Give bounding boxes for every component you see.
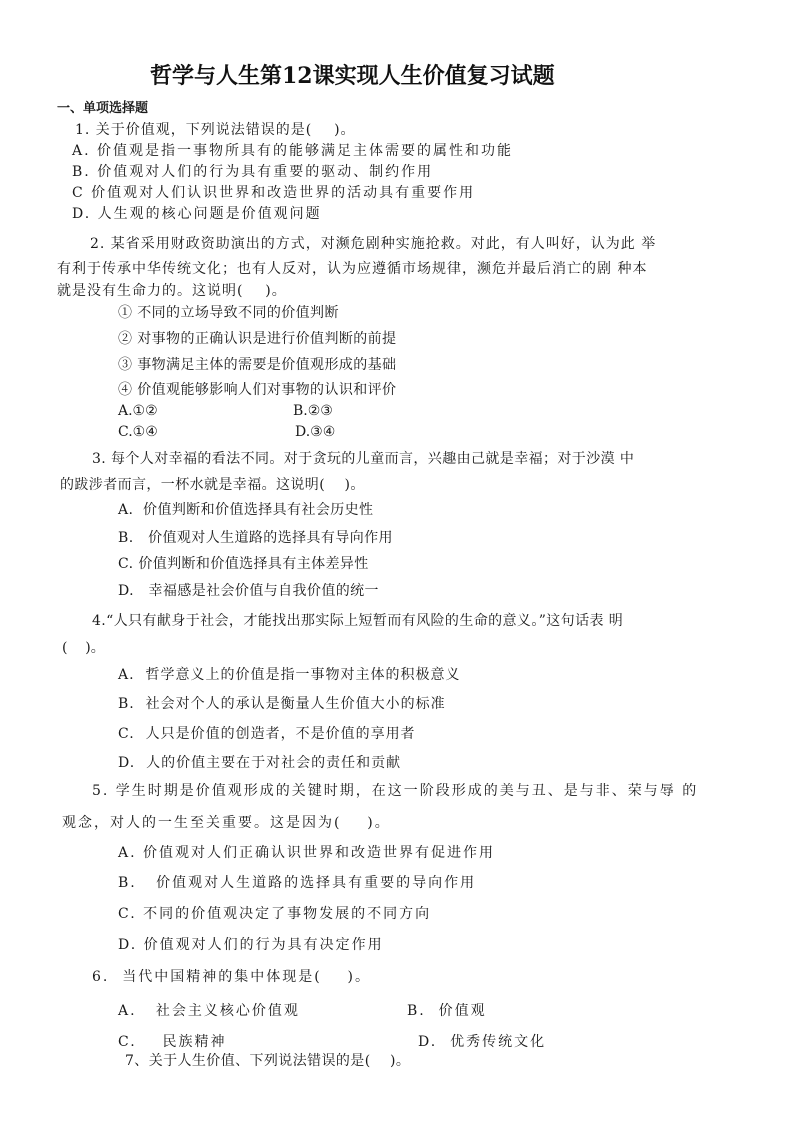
- question-5-option-b: B. 价值观对人生道路的选择具有重要的导向作用: [118, 875, 477, 891]
- question-6-option-c: C. 民族精神: [118, 1034, 227, 1050]
- question-3-stem-line-2: 的跋涉者而言，一杯水就是幸福。这说明( )。: [60, 477, 365, 493]
- section-heading: 一、单项选择题: [57, 101, 149, 116]
- question-5-stem-line-2: 观念，对人的一生至关重要。这是因为( )。: [62, 815, 391, 831]
- question-2-stem-line-3: 就是没有生命力的。这说明( )。: [57, 283, 287, 299]
- question-4-option-c: C. 人只是价值的创造者，不是价值的享用者: [118, 726, 416, 742]
- page-title: 哲学与人生第12课实现人生价值复习试题: [150, 63, 555, 89]
- question-5-option-c: C. 不同的价值观决定了事物发展的不同方向: [118, 906, 432, 922]
- question-1-option-c: C 价值观对人们认识世界和改造世界的活动具有重要作用: [72, 185, 476, 201]
- question-2-option-a: A.①②: [118, 403, 158, 419]
- question-4-stem-line-2: ( )。: [62, 640, 105, 656]
- question-4-option-a: A. 哲学意义上的价值是指一事物对主体的积极意义: [118, 667, 461, 683]
- question-1-option-b: B. 价值观对人们的行为具有重要的驱动、制约作用: [72, 164, 434, 180]
- question-2-stem-line-2: 有利于传承中华传统文化；也有人反对，认为应遵循市场规律，濒危并最后消亡的剧 种本: [57, 261, 648, 277]
- question-2-statement-1: ① 不同的立场导致不同的价值判断: [118, 305, 339, 321]
- question-4-stem-line-1: 4.“人只有献身于社会，才能找出那实际上短暂而有风险的生命的意义。”这句话表 明: [92, 613, 624, 629]
- question-2-option-d: D.③④: [295, 424, 336, 440]
- question-2-statement-4: ④ 价值观能够影响人们对事物的认识和评价: [118, 382, 397, 398]
- question-3-option-a: A. 价值判断和价值选择具有社会历史性: [118, 502, 374, 518]
- question-3-stem-line-1: 3. 每个人对幸福的看法不同。对于贪玩的儿童而言，兴趣由己就是幸福；对于沙漠 中: [92, 451, 635, 467]
- question-6-option-d: D. 优秀传统文化: [418, 1034, 547, 1050]
- question-1-stem: 1. 关于价值观，下列说法错误的是( )。: [75, 122, 356, 138]
- question-5-stem-line-1: 5. 学生时期是价值观形成的关键时期，在这一阶段形成的美与丑、是与非、荣与辱 的: [92, 783, 699, 799]
- question-6-stem: 6. 当代中国精神的集中体现是( )。: [92, 969, 371, 985]
- question-2-statement-2: ② 对事物的正确认识是进行价值判断的前提: [118, 331, 397, 347]
- question-6-option-b: B. 价值观: [407, 1003, 487, 1019]
- question-7-stem: 7、关于人生价值、下列说法错误的是( )。: [125, 1053, 411, 1069]
- question-1-option-d: D. 人生观的核心问题是价值观问题: [72, 206, 322, 222]
- question-5-option-a: A. 价值观对人们正确认识世界和改造世界有促进作用: [118, 845, 496, 861]
- question-4-option-b: B. 社会对个人的承认是衡量人生价值大小的标准: [118, 696, 446, 712]
- question-4-option-d: D. 人的价值主要在于对社会的责任和贡献: [118, 755, 402, 771]
- question-2-option-c: C.①④: [118, 424, 158, 440]
- question-2-option-b: B.②③: [293, 403, 333, 419]
- question-3-option-d: D. 幸福感是社会价值与自我价值的统一: [118, 583, 379, 599]
- question-1-option-a: A. 价值观是指一事物所具有的能够满足主体需要的属性和功能: [72, 143, 514, 159]
- question-3-option-c: C. 价值判断和价值选择具有主体差异性: [118, 556, 369, 572]
- question-6-option-a: A. 社会主义核心价值观: [118, 1003, 300, 1019]
- question-2-statement-3: ③ 事物满足主体的需要是价值观形成的基础: [118, 357, 397, 373]
- question-2-stem-line-1: 2. 某省采用财政资助演出的方式，对濒危剧种实施抢救。对此，有人叫好，认为此 举: [90, 236, 657, 252]
- question-3-option-b: B. 价值观对人生道路的选择具有导向作用: [118, 530, 393, 546]
- question-5-option-d: D. 价值观对人们的行为具有决定作用: [118, 937, 384, 953]
